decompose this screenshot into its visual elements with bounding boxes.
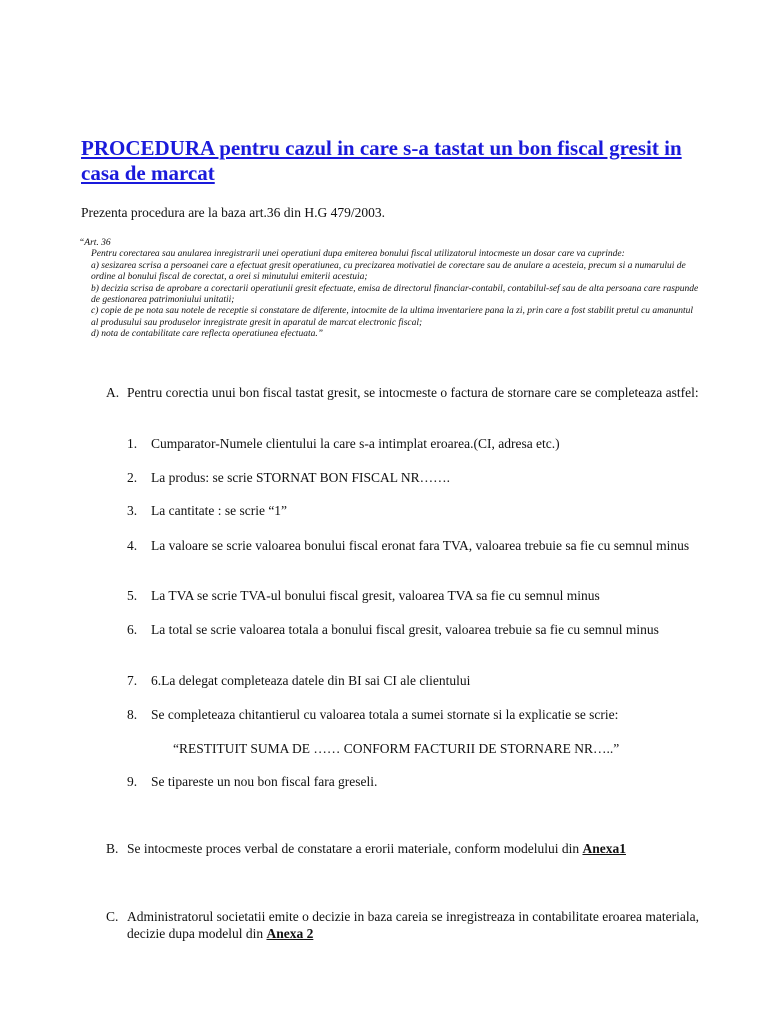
list-item-text: Se tipareste un nou bon fiscal fara greseli. [151, 774, 378, 789]
list-item-number: 2. [127, 470, 138, 485]
list-item-text: Se completeaza chitantierul cu valoarea totala a sumei stornate si la explicatie se scrie: [151, 707, 619, 722]
list-item-number: 9. [127, 774, 138, 789]
receipt-explanation-quote: “RESTITUIT SUMA DE …… CONFORM FACTURII DE STORNARE NR…..” [173, 741, 620, 756]
document-title: PROCEDURA pentru cazul in care s-a tastat un bon fiscal gresit in casa de marcat [81, 136, 682, 185]
section-text: Pentru corectia unui bon fiscal tastat gresit, se intocmeste o factura de stornare care se completeaza astfel: [127, 385, 699, 400]
list-item-text: 6.La delegat completeaza datele din BI sai CI ale clientului [151, 673, 471, 688]
article-paragraph: Pentru corectarea sau anularea inregistrarii unei operatiuni dupa emiterea bonului fiscal utilizatorul intocmeste un dosar care va cuprinde: [91, 249, 625, 260]
list-item-text: La total se scrie valoarea totala a bonului fiscal gresit, valoarea trebuie sa fie cu semnul minus [151, 622, 659, 637]
list-item-number: 8. [127, 707, 138, 722]
article-paragraph: a) sesizarea scrisa a persoanei care a efectuat gresit operatiunea, cu precizarea motivatiei de corectare sau de anulare a acesteia, precum si a numarului de ordine al bonului fiscal de corectat, a orei si minutului emiterii acestuia; [91, 260, 686, 283]
article-heading: “Art. 36 [79, 238, 111, 248]
section-marker: C. [106, 909, 119, 924]
section-text [127, 840, 702, 857]
section-body: Se intocmeste proces verbal de constatare a erorii materiale, conform modelului din [127, 841, 580, 856]
annex-1-link[interactable]: Anexa1 [582, 841, 626, 856]
list-item-text: Cumparator-Numele clientului la care s-a intimplat eroarea.(CI, adresa etc.) [151, 436, 560, 451]
list-item-number: 7. [127, 673, 138, 688]
article-paragraph: d) nota de contabilitate care reflecta operatiunea efectuata.” [91, 329, 323, 340]
list-item-number: 5. [127, 588, 138, 603]
list-item-number: 4. [127, 538, 138, 553]
article-paragraph: c) copie de pe nota sau notele de receptie si constatare de diferente, intocmite de la ultima inventariere pana la zi, prin care a fost stabilit pretul cu amanuntul al produsului sau produselor inregistrate gresit in aparatul de marcat electronic fiscal; [91, 306, 694, 328]
section-body: Administratorul societatii emite o decizie in baza careia se inregistreaza in contabilitate eroarea materiala, decizie dupa modelul din [127, 909, 699, 941]
section-text [127, 908, 702, 942]
list-item-text: La valoare se scrie valoarea bonului fiscal eronat fara TVA, valoarea trebuie sa fie cu semnul minus [151, 538, 690, 553]
annex-2-link[interactable]: Anexa 2 [266, 926, 314, 941]
list-item-text: La TVA se scrie TVA-ul bonului fiscal gresit, valoarea TVA sa fie cu semnul minus [151, 588, 600, 603]
article-paragraph: b) decizia scrisa de aprobare a corectarii operatiunii gresit efectuate, emisa de directorul financiar-contabil, contabilul-sef sau de alta persoana care raspunde de gestionarea patrimoniului unitatii; [91, 283, 699, 306]
list-item-number: 6. [127, 622, 138, 637]
list-item-text: La produs: se scrie STORNAT BON FISCAL NR……. [151, 470, 451, 485]
section-marker: A. [106, 385, 120, 400]
list-item-number: 3. [127, 503, 138, 518]
section-marker: B. [106, 841, 119, 856]
intro-text: Prezenta procedura are la baza art.36 din H.G 479/2003. [81, 205, 386, 220]
article-36-quote [79, 238, 701, 341]
list-item-text: La cantitate : se scrie “1” [151, 503, 288, 518]
list-item-number: 1. [127, 436, 138, 451]
